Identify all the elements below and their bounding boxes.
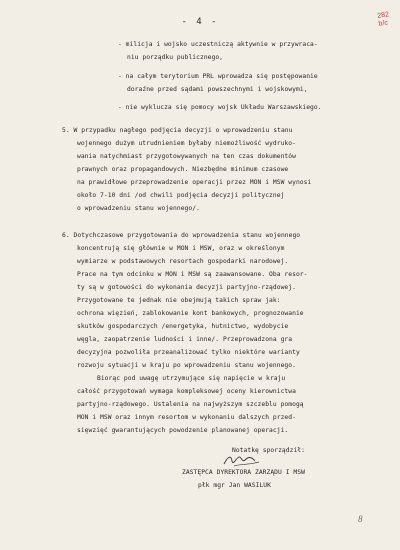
bullet-line: - milicja i wojsko uczestniczą aktywnie w przywraca- xyxy=(118,41,318,48)
handwritten-signature xyxy=(222,452,262,468)
paragraph-6-line: koncentrują się głównie w MON i MSW, oraz w określonym xyxy=(77,245,285,252)
paragraph-5-line: około 7-10 dni /od chwili podjęcia decyzji politycznej xyxy=(77,192,285,199)
signatory-name: płk mgr Jan WASILUK xyxy=(198,482,271,489)
archive-stamp xyxy=(377,11,391,28)
paragraph-6-line: partyjno-rządowego. Ustalenia na najwyższym szczeblu pomogą xyxy=(77,401,304,408)
paragraph-6-line: węgla, zaopatrzenie ludności i inne/. Przeprowadzona gra xyxy=(77,336,293,343)
paragraph-6-line: Prace na tym odcinku w MON i MSW są zaawansowane. Oba resor- xyxy=(77,271,308,278)
archive-number: 282 xyxy=(376,11,390,20)
paragraph-5-line: prawnych oraz propagandowych. Niezbędne minimum czasowe xyxy=(77,166,289,173)
paragraph-5-line: na prawidłowe przeprowadzenie operacji przez MON i MSW wynosi xyxy=(77,179,312,186)
paragraph-6-line: decyzyjna pozwoliła przeanalizować tylko niektóre warianty xyxy=(77,349,300,356)
bullet-line: - na całym terytorium PRL wprowadza się postępowanie xyxy=(118,73,318,80)
paragraph-5-line: o wprowadzeniu stanu wojennego/. xyxy=(77,205,200,212)
paragraph-6-line: wymiarze w podstawowych resortach gospodarki narodowej. xyxy=(77,258,289,265)
paragraph-6-line: całość przygotowań wymaga kompleksowej oceny kierownictwa xyxy=(77,388,296,395)
paragraph-6-line: sięwzięć gwarantujących powodzenie planowanej operacji. xyxy=(77,427,289,434)
text-line: niu porządku publicznego, xyxy=(127,54,224,61)
signatory-title: ZASTĘPCA DYREKTORA ZARZĄDU I MSW xyxy=(182,469,305,476)
paragraph-6-line: skutków gospodarczych /energetyka, hutnictwo, wydobycie xyxy=(77,323,289,330)
archive-number-2: b/c xyxy=(378,19,389,28)
bullet-line: - nie wyklucza się pomocy wojsk Układu Warszawskiego. xyxy=(118,104,322,111)
text-line: doraźne przed sądami powszechnymi i wojskowymi, xyxy=(127,86,308,93)
paragraph-5-line: wania natychmiast przygotowywanych na ten czas dokumentów xyxy=(77,153,296,160)
page-number: - 4 - xyxy=(181,17,219,27)
paragraph-6-line: Biorąc pod uwagę utrzymujące się napięcie w kraju xyxy=(97,375,286,382)
paragraph-6-line: rozwoju sytuacji w kraju po wprowadzeniu stanu wojennego. xyxy=(77,362,296,369)
paragraph-6-line: MON i MSW oraz innym resortom w wykonaniu dalszych przed- xyxy=(77,414,296,421)
prepared-by-label: Notatkę sporządził: xyxy=(232,447,305,454)
paragraph-5-line: wojennego dużym utrudnieniem byłaby niemożliwość wydruko- xyxy=(77,140,296,147)
paragraph-6-line: ty są w gotowości do wykonania decyzji partyjno-rządowej. xyxy=(77,284,296,291)
pencil-mark: 8 xyxy=(358,514,363,524)
paragraph-6-line: Przygotowane te jednak nie obejmują takich spraw jak: xyxy=(77,297,281,304)
paragraph-6-line: 6. Dotychczasowe przygotowania do wprowadzenia stanu wojennego xyxy=(62,232,301,239)
paragraph-6-line: ochrona więzień, zablokowanie kont bankowych, prognozowanie xyxy=(77,310,304,317)
paragraph-5-line: 5. W przypadku nagłego podjęcia decyzji o wprowadzeniu stanu xyxy=(62,127,293,134)
